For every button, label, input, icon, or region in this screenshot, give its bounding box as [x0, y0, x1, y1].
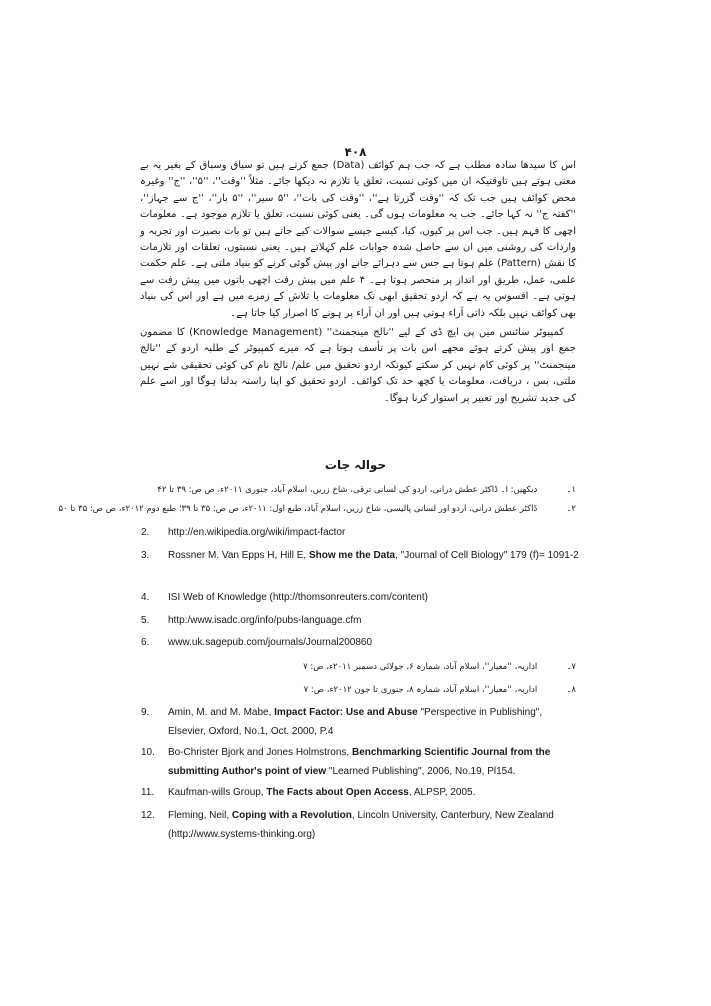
reference-number: 5. [141, 615, 150, 626]
reference-number: 10. [141, 747, 155, 758]
reference-item-8 [140, 684, 576, 696]
reference-authors: Kaufman-wills Group, [168, 787, 267, 798]
reference-authors: Bo-Christer Bjork and Jones Holmstrons, [168, 747, 352, 758]
reference-title: Show me the Data [308, 550, 396, 561]
reference-source: , Lincoln University, Canterbury, New Zealand (http://www.systems-thinking.org) [168, 810, 554, 840]
reference-text [168, 806, 581, 844]
reference-url[interactable]: http:/www.isadc.org/info/pubs-language.cfm [168, 615, 362, 626]
reference-authors: Rossner M. Van Epps H, Hill E, [168, 550, 309, 561]
body-text [140, 158, 576, 409]
reference-source: , "Journal of Cell Biology" 179 (f)= 1091-2 [395, 550, 579, 561]
body-paragraph-2: کمپیوٹر سائنس میں پی ایچ ڈی کے لیے ''نالج مینجمنٹ'' (Knowledge Management) کا مضمون جمع اور پیش کرتے ہوئے مجھے اس بات پر تأسف ہوتا ہے کہ میرے کمپیوٹر کے طلبہ اردو کے ''نالج مینجمنٹ'' پر کوئی کام نہیں کر سکتے کیونکہ اردو تحقیق میں علم/ نالج نام کی کوئی تحقیقی شے نہیں ملتی، بس ، دریافت، معلومات یا کچھ حد تک کوائف۔ اردو تحقیق کو اپنا راستہ بدلنا ہوگا اور اسے علم کی جدید تشریح اور تعبیر پر استوار کرنا ہوگا۔ [140, 327, 576, 404]
reference-number: 11. [141, 787, 155, 798]
reference-text [168, 633, 581, 652]
reference-text: اداریہ، ''معیار''، اسلام آباد، شمارہ ۶، جولائی دسمبر ۲۰۱۱ء، ص: ۷ [303, 662, 538, 672]
reference-number: 6. [141, 637, 150, 648]
reference-item-1 [140, 484, 576, 496]
reference-authors: Amin, M. and M. Mabe, [168, 707, 275, 718]
reference-url[interactable]: http://en.wikipedia.org/wiki/impact-factor [168, 527, 346, 538]
reference-number: ۱۔ [566, 485, 576, 495]
page-number: ۴۰۸ [344, 145, 367, 159]
reference-item-2 [58, 503, 576, 515]
reference-url[interactable]: www.uk.sagepub.com/journals/Journal200860 [168, 637, 373, 648]
reference-source: "Perspective in Publishing", Elsevier, Oxford, No.1, Oct. 2000, P.4 [168, 707, 543, 737]
reference-title: The Facts about Open Access [266, 787, 409, 798]
reference-number: 3. [141, 550, 150, 561]
reference-source: , ALPSP, 2005. [408, 787, 476, 798]
reference-number: ۷۔ [566, 662, 576, 672]
reference-text: اداریہ، ''معیار''، اسلام آباد، شمارہ ۸، جنوری تا جون ۲۰۱۲ء، ص: ۷ [303, 685, 538, 695]
reference-text [168, 523, 581, 542]
reference-title: Impact Factor: Use and Abuse [274, 707, 418, 718]
references-heading: حوالہ جات [324, 458, 387, 472]
body-paragraph-1: اس کا سیدھا سادہ مطلب ہے کہ جب ہم کوائف (Data) جمع کرتے ہیں تو سیاق وسباق کے بغیر یہ بے معنی ہوتے ہیں تاوقتیکہ ان میں کوئی نسبت، تعلق یا تلازم نہ دیکھا جائے۔ مثلاً ''وقت''، ''۵''، ''ج'' وغیرہ محض کوائف ہیں جب تک کہ ''وقت گزرتا ہے''، ''وقت کی بات''، ''۵ سیر''، ''۵ بار''، ''ج سے جہاز''، ''کفتہ ج'' نہ کہا جائے۔ جب یہ معلومات ہوں گی۔ یعنی کوئی نسبت، تعلق یا تلازم موجود ہے۔ معلومات اچھی کا فہم ہیں۔ جب اس پر کیوں، کیا، کیسے جیسے سوالات کیے جاتے ہیں تو بات بصیرت اور تجربہ و واردات کی روشنی میں ان سے حاصل شدہ جوابات علم کہلاتے ہیں۔ یعنی نسبتوں، تعلقات اور تلازمات کا نقش (Pattern) علم ہوتا ہے جس سے دہرائے جانے اور پیش گوئی کرنے کو بنیاد ملتی ہے۔ علم حکمت علمی، عمل، طریق اور انداز پر منحصر ہوتا ہے۔ ۴ علم میں پیش رفت اچھی باتوں میں پیش رفت سے ہوتی ہے۔ افسوس یہ ہے کہ اردو تحقیق ابھی تک معلومات یا تلاش کے زمرے میں ہے اور اس کی بنیاد بھی کوائف نہیں بلکہ ذاتی آراء ہوتی ہیں اور ان آراء پر ہونے کا اصرار کیا جاتا ہے۔ [140, 160, 576, 319]
reference-text: ISI Web of Knowledge (http://thomsonreuters.com/content) [168, 592, 428, 603]
reference-text: ڈاکٹر عطش درانی، اردو اور لسانی پالیسی، شاخ زریں، اسلام آباد، طبع اول: ۲۰۱۱ء، ص ص: ۳۵ تا ۳۹؛ طبع دوم ۲۰۱۲ء، ص ص: ۳۵ تا ۵۰ [58, 504, 538, 514]
reference-number: ۲۔ [566, 504, 576, 514]
reference-title: Coping with a Revolution [231, 810, 352, 821]
reference-authors: Fleming, Neil, [168, 810, 232, 821]
reference-text [168, 611, 581, 630]
reference-number: 2. [141, 527, 150, 538]
reference-number: 12. [141, 810, 155, 821]
reference-number: 4. [141, 592, 150, 603]
reference-text [168, 703, 581, 741]
reference-text [168, 783, 581, 802]
reference-text: دیکھیں: ا۔ ڈاکٹر عطش درانی، اردو کی لسانی ترقی، شاخ زریں، اسلام آباد، جنوری ۲۰۱۱ء، ص ص: ۳۹ تا ۴۲ [157, 485, 538, 495]
reference-title: Benchmarking Scientific Journal from the submitting Author's point of view [168, 747, 551, 777]
reference-source: "Learned Publishing", 2006, No.19, Pl154. [326, 766, 516, 777]
reference-number: 9. [141, 707, 150, 718]
reference-item-7 [140, 661, 576, 673]
reference-text [168, 743, 581, 781]
reference-number: ۸۔ [566, 685, 576, 695]
reference-text [168, 546, 581, 565]
